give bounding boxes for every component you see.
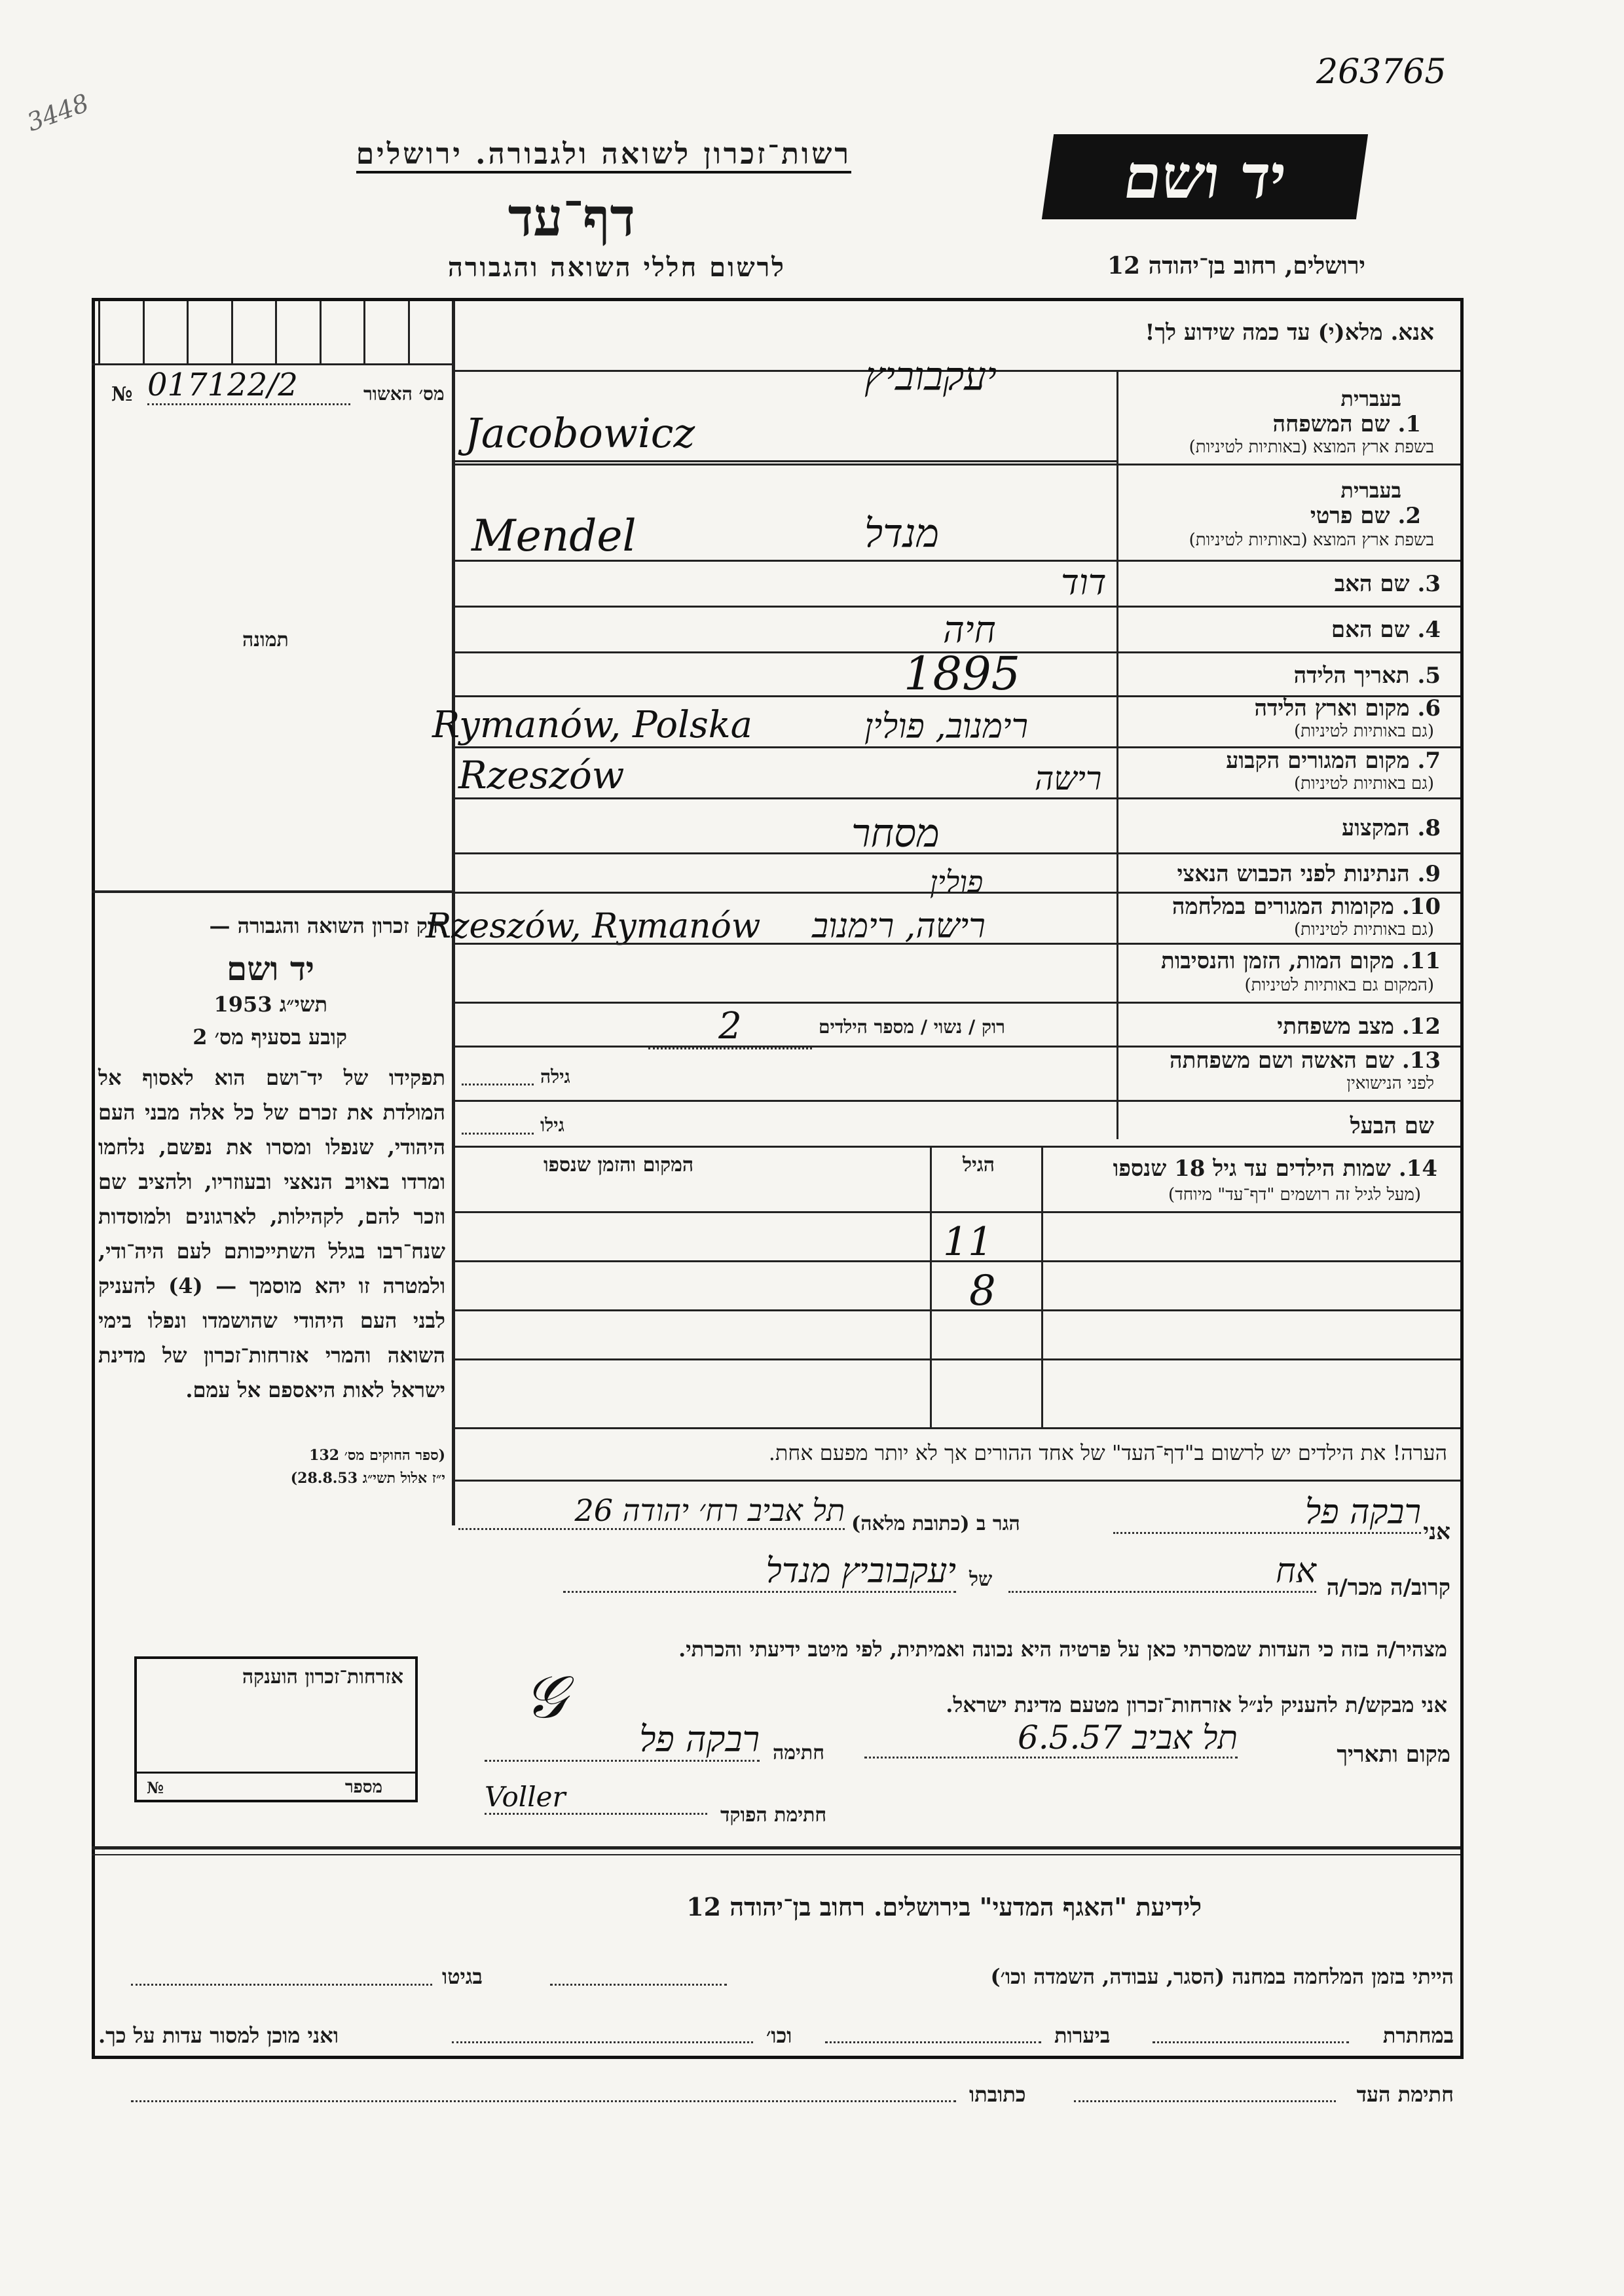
approval-number: 017122/2 — [147, 367, 350, 405]
row7-hand-hebrew: רישה — [1035, 759, 1102, 797]
row6-num: 6. — [1417, 695, 1441, 721]
yad-vashem-logo: יד ושם — [1042, 134, 1368, 219]
footer-hiding-blank — [1153, 2041, 1349, 2043]
label-column-divider — [1116, 370, 1118, 1139]
child-age-2: 8 — [969, 1267, 996, 1315]
citizenship-no-mark: № — [147, 1778, 164, 1797]
row5-label — [1294, 663, 1441, 689]
row7-sub: (גם באותיות לטיניות) — [1293, 774, 1434, 793]
footer-forests-blank — [825, 2041, 1041, 2043]
footer-camp-line: הייתי בזמן המלחמה במחנה (הסגר, עבודה, השמדה וכו׳) — [990, 1964, 1454, 1989]
row11-label — [1161, 948, 1441, 974]
row13-label — [1170, 1048, 1441, 1074]
place-date-value: תל אביב 6.5.57 — [864, 1719, 1238, 1758]
place-date-label: מקום ותאריך — [1337, 1741, 1450, 1768]
husband-age-label: גילו — [540, 1114, 564, 1136]
approval-no-mark: № — [111, 383, 133, 406]
row6-hand-hebrew: רימנוב, פולין — [864, 707, 1029, 746]
instructions: אנא. מלא(י) עד כמה שידוע לך! — [1145, 319, 1434, 346]
footer-ghetto: בגיטו — [442, 1964, 483, 1989]
row3-hand: דוד — [1061, 562, 1107, 603]
signature-label: חתימה — [773, 1741, 824, 1764]
row13-age-label: גילה — [540, 1066, 570, 1087]
row12-children-count: 2 — [648, 1005, 812, 1049]
margin-mark: 3448 — [23, 88, 93, 137]
row7-num: 7. — [1417, 748, 1441, 774]
row2-label — [1310, 503, 1421, 529]
row10-num: 10. — [1401, 894, 1441, 920]
row2-hebrew-tag: בעברית — [1340, 478, 1401, 503]
row1-num: 1. — [1397, 411, 1421, 437]
declarant-name: רבקה פל — [1113, 1493, 1421, 1534]
approval-ticks — [98, 301, 452, 363]
row11-sub: (המקום גם באותיות לטיניות) — [1244, 975, 1434, 995]
row8-hand: מסחר — [851, 811, 940, 856]
row12-num: 12. — [1401, 1013, 1441, 1040]
row10-sub: (גם באותיות לטיניות) — [1293, 920, 1434, 939]
row13-sub: לפני הנישואין — [1346, 1074, 1434, 1093]
archive-number: 263765 — [1316, 52, 1447, 92]
row13-age-line — [462, 1084, 534, 1085]
row7-label — [1226, 748, 1441, 774]
signature-flourish: 𝒢 — [524, 1663, 566, 1732]
row10-label — [1172, 894, 1441, 920]
footer-hiding: במחתרת — [1382, 2023, 1454, 2048]
footer-title: לידיעת "האגף המדעי" בירושלים. רחוב בן־יהודה 12 — [686, 1892, 1202, 1922]
citizenship-title: אזרחות־זכרון הוענקה — [242, 1666, 403, 1688]
footer-etc-blank — [452, 2041, 753, 2043]
footer-address-blank — [131, 2100, 956, 2102]
row3-label-text: שם האב — [1334, 571, 1410, 597]
request-text: אני מבקש/ת להעניק לנ״ל אזרחות־זכרון מטעם מדינת ישראל. — [946, 1692, 1447, 1717]
row5-hand: 1895 — [904, 647, 1021, 701]
row2-hand-latin: Mendel — [471, 511, 637, 561]
children-label-text: שמות הילדים עד גיל 18 שנספו — [1113, 1156, 1391, 1182]
row10-label-text: מקומות המגורים במלחמה — [1172, 894, 1394, 920]
footer-ghetto-blank — [131, 1984, 432, 1986]
footer-witness-signature: חתימת העד — [1356, 2082, 1454, 2107]
row5-label-text: תאריך הלידה — [1293, 663, 1410, 689]
row1-hand-hebrew: יעקבוביץ — [864, 354, 997, 399]
relation-value: אח — [1008, 1552, 1316, 1593]
row1-sub: בשפת ארץ המוצא (באותיות לטיניות) — [1189, 437, 1434, 457]
clerk-label: חתימת הפוקד — [720, 1804, 827, 1827]
footer-etc: וכו׳ — [766, 2023, 792, 2048]
row6-sub: (גם באותיות לטיניות) — [1293, 721, 1434, 741]
row4-label — [1331, 617, 1441, 643]
citizenship-number-label: מספר — [344, 1777, 382, 1797]
footer-witness-blank — [1074, 2100, 1336, 2102]
form-subtitle: לרשום חללי השואה והגבורה — [447, 252, 786, 283]
children-sub: (מעל לגיל זה רושמים "דף־עד" מיוחד) — [1168, 1185, 1421, 1205]
law-gazette-date: י״ז אלול תשי״ג 28.8.53) — [290, 1470, 445, 1487]
row8-num: 8. — [1417, 815, 1441, 841]
declaration-text: מצהיר/ה בזה כי העדות שמסרתי כאן על פרטיה היא נכונה ואמיתית, לפי מיטב ידיעתי והכרתי. — [678, 1637, 1447, 1662]
law-title: חוק זכרון השואה והגבורה — — [209, 913, 445, 938]
footer-forests: ביערות — [1054, 2023, 1111, 2048]
signature-value: רבקה פל — [485, 1719, 760, 1762]
row12-label — [1277, 1013, 1441, 1040]
institution-name: רשות־זכרון לשואה ולגבורה. ירושלים — [356, 137, 851, 173]
child-age-1: 11 — [943, 1219, 993, 1265]
row8-label — [1342, 815, 1441, 841]
row10-hand-hebrew: רישה, רימנוב — [812, 907, 986, 946]
row4-num: 4. — [1417, 617, 1441, 643]
row6-hand-latin: Rymanów, Polska — [432, 704, 753, 746]
row2-hand-hebrew: מנדל — [864, 511, 940, 556]
row7-hand-latin: Rzeszów — [458, 753, 625, 797]
footer-camp-line-blank — [550, 1984, 727, 1986]
row2-num: 2. — [1397, 503, 1421, 529]
declarant-ani-label: אני — [1423, 1519, 1450, 1545]
row3-num: 3. — [1417, 571, 1441, 597]
photo-label: תמונה — [242, 629, 289, 651]
children-label — [1113, 1156, 1437, 1182]
row9-num: 9. — [1417, 861, 1441, 887]
row1-hebrew-tag: בעברית — [1340, 386, 1401, 411]
row2-sub: בשפת ארץ המוצא (באותיות לטיניות) — [1189, 530, 1434, 550]
row4-hand: חיה — [943, 609, 996, 651]
note: הערה! את הילדים יש לרשום ב"דף־העד" של אחד ההורים אך לא יותר מפעם אחת. — [768, 1440, 1447, 1465]
law-year: תשי״ג 1953 — [213, 992, 327, 1017]
husband-label — [1350, 1113, 1434, 1139]
husband-age-line — [462, 1133, 534, 1135]
row12-label-text: מצב משפחתי — [1277, 1013, 1394, 1040]
clerk-signature: Voller — [485, 1781, 707, 1815]
row10-hand-latin: Rzeszów, Rymanów — [426, 907, 761, 946]
footer-ready: ואני מוכן למסור עדות על כך. — [98, 2023, 339, 2048]
of-label: של — [969, 1568, 993, 1591]
of-name: יעקבוביץ מנדל — [563, 1552, 956, 1593]
law-gazette: (ספר החוקים מס׳ 132 — [309, 1447, 445, 1464]
form-title: דף־עד — [507, 187, 635, 248]
row6-label — [1254, 695, 1441, 721]
children-col-place: המקום והזמן שנספו — [544, 1154, 694, 1176]
children-num: 14. — [1398, 1156, 1437, 1182]
address: ירושלים, רחוב בן־יהודה 12 — [1107, 252, 1365, 280]
row1-label-text: שם המשפחה — [1272, 411, 1390, 437]
husband-label-text: שם הבעל — [1350, 1113, 1434, 1139]
law-yad-vashem: יד ושם — [227, 949, 314, 988]
row11-label-text: מקום המות, הזמן והנסיבות — [1160, 948, 1394, 974]
row3-label — [1335, 571, 1441, 597]
approval-label: מס׳ האשור — [363, 383, 445, 405]
row6-label-text: מקום וארץ הלידה — [1254, 695, 1410, 721]
footer-address-label: כתובתו — [969, 2082, 1026, 2107]
row4-label-text: שם האם — [1331, 617, 1410, 643]
declarant-address: תל אביב רח׳ יהודה 26 — [458, 1493, 845, 1530]
row5-num: 5. — [1417, 663, 1441, 689]
relation-label: קרוב/ה מכר/ה — [1326, 1575, 1450, 1601]
row8-label-text: המקצוע — [1341, 815, 1410, 841]
children-col-age: הגיל — [963, 1154, 995, 1176]
declarant-resides-label: הגר ב (כתובת מלאה) — [851, 1512, 1020, 1535]
row7-label-text: מקום המגורים הקבוע — [1226, 748, 1410, 774]
row9-label-text: הנתינות לפני הכבוש הנאצי — [1177, 861, 1410, 887]
row9-hand: פולין — [930, 864, 984, 900]
row12-status: רוק / נשוי / מספר הילדים — [819, 1016, 1005, 1038]
row2-label-text: שם פרטי — [1310, 503, 1390, 529]
row9-label — [1177, 861, 1441, 887]
law-body: תפקידו של יד־ושם הוא לאסוף אל המולדת את זכרם של כל אלה מבני העם היהודי, שנפלו ומסרו את נפשם, נלחמו ומרדו באויב הנאצי ובעוזריו, ולהציב שם וזכר להם, לקהילות, לארגונים ולמוסדות שנח־רבו בגלל השתייכותם לעם היה־ודי, ולמטרה זו יהא מוסמך — (4) להעניק לבני העם היהודי שהושמדו ונפלו בימי השואה והמרי אזרחות־זכרון של מדינת ישראל לאות היאספם אל עמם. — [98, 1065, 446, 1402]
row1-hand-latin: Jacobowicz — [465, 409, 695, 457]
row13-label-text: שם האשה ושם משפחתה — [1170, 1048, 1394, 1074]
row13-num: 13. — [1401, 1048, 1441, 1074]
row1-label — [1273, 411, 1421, 437]
law-clause: קובע בסעיף מס׳ 2 — [193, 1025, 347, 1049]
citizenship-box — [134, 1656, 418, 1802]
row11-num: 11. — [1401, 948, 1441, 974]
